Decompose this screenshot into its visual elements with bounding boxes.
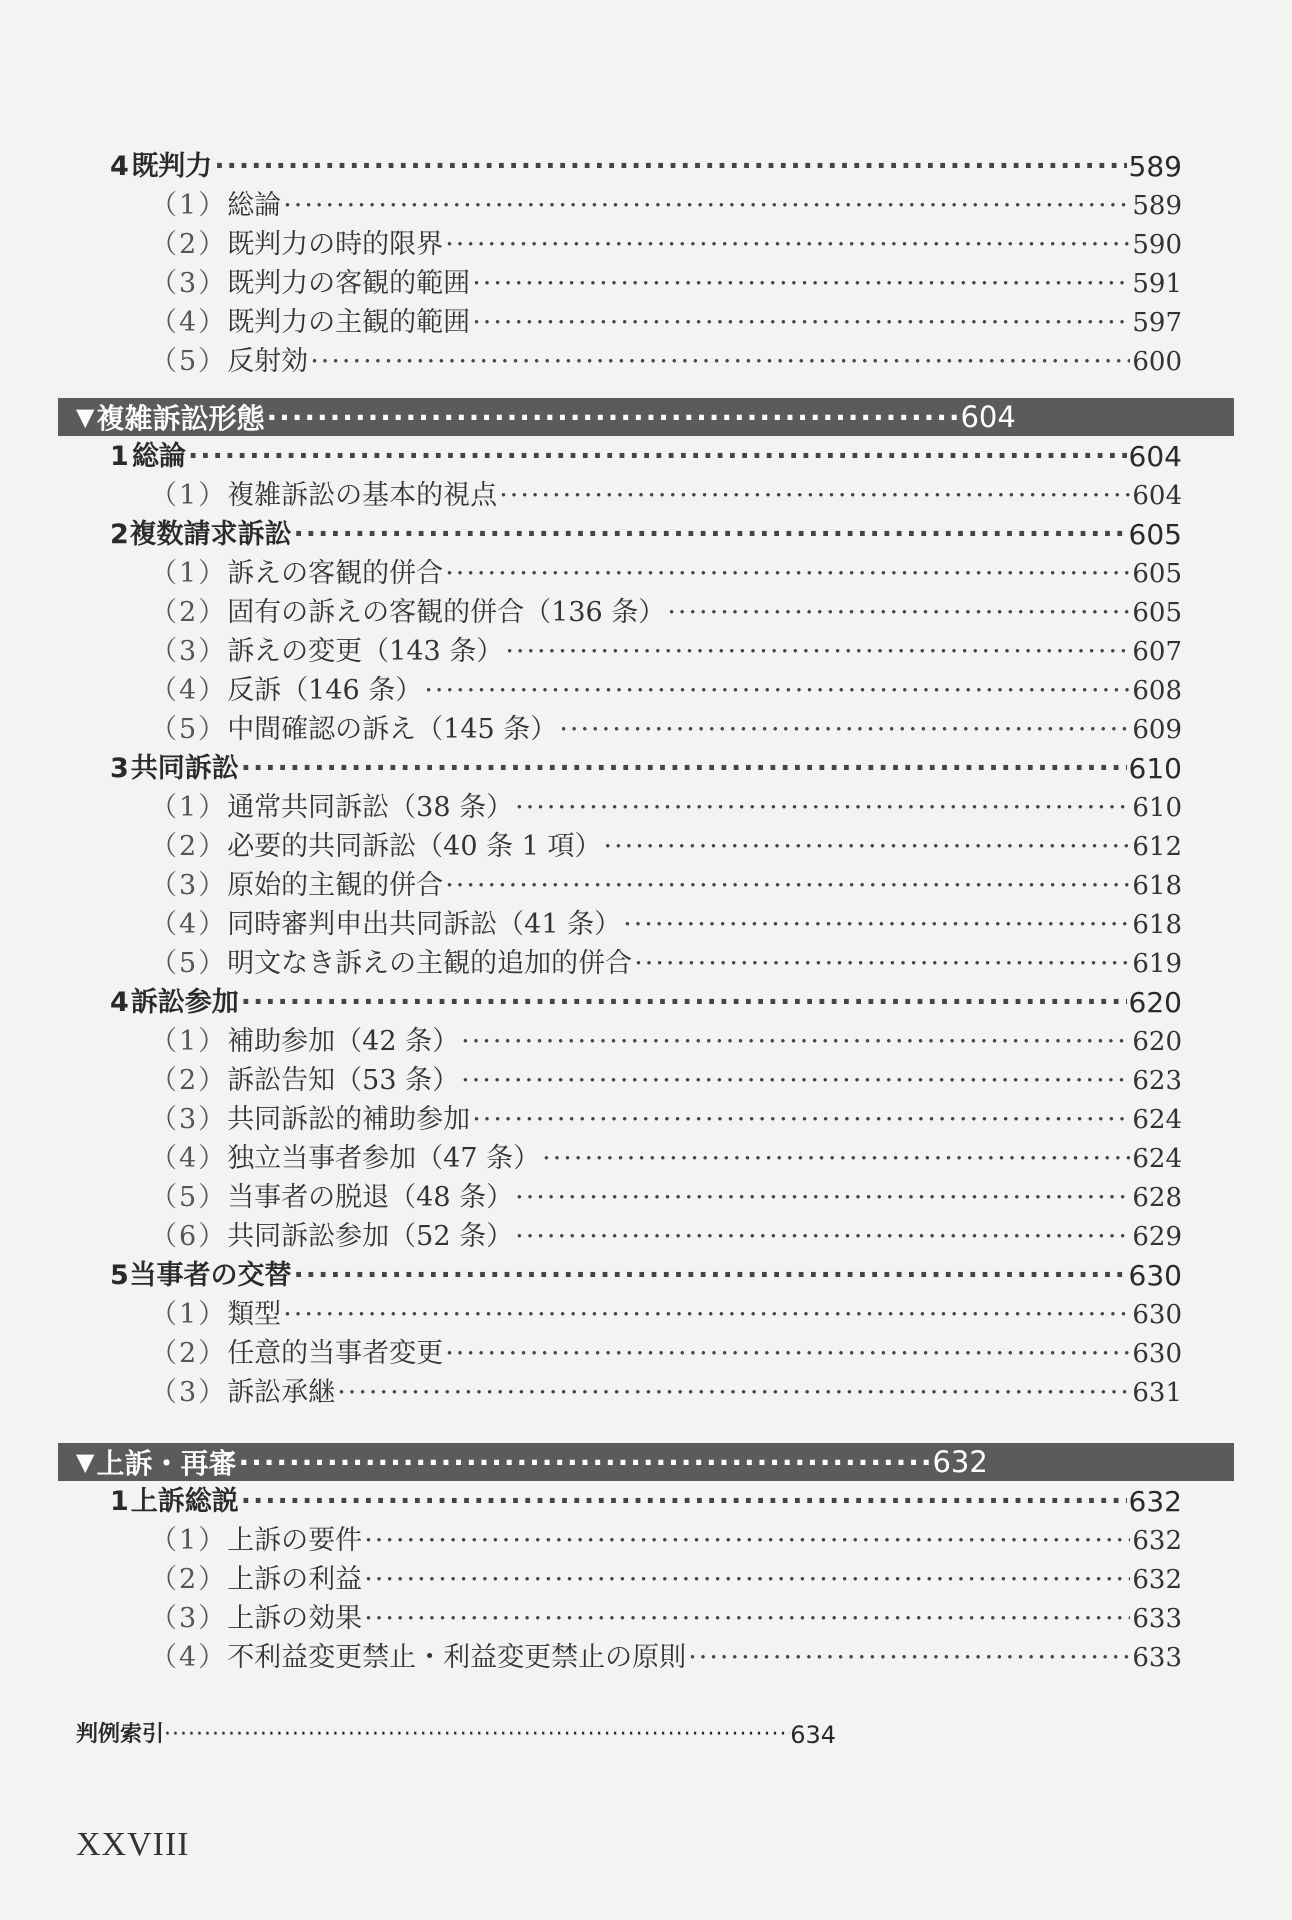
entry-number: （1） [150, 558, 228, 589]
entry-title: 不利益変更禁止・利益変更禁止の原則 [227, 1642, 687, 1673]
toc-subsection-entry [150, 596, 1182, 630]
triangle-down-icon: ▼ [76, 403, 95, 431]
toc-subsection-entry [150, 1376, 1182, 1410]
leader-dots [688, 1641, 1130, 1675]
leader-dots [445, 1337, 1130, 1371]
entry-page-number: 604 [1132, 481, 1182, 511]
entry-number: （3） [150, 1377, 228, 1408]
leader-dots [283, 189, 1130, 223]
entry-title: 同時審判申出共同訴訟（41 条） [227, 909, 622, 940]
leader-dots [461, 1025, 1130, 1059]
leader-dots [515, 1220, 1130, 1254]
leader-dots [241, 1485, 1127, 1519]
toc-chapter-entry [110, 986, 1182, 1020]
entry-title: 上訴の利益 [227, 1564, 363, 1595]
leader-dots [461, 1064, 1130, 1098]
entry-number: （5） [150, 1182, 228, 1213]
leader-dots [505, 635, 1130, 669]
toc-chapter-entry [110, 752, 1182, 786]
toc-subsection-entry [150, 1142, 1182, 1176]
entry-title: 総論 [131, 441, 186, 472]
leader-dots [445, 869, 1130, 903]
index-title: 判例索引 [76, 1722, 165, 1747]
entry-page-number: 610 [1132, 793, 1182, 823]
leader-dots [472, 1103, 1130, 1137]
leader-dots [445, 228, 1130, 262]
entry-title: 当事者の交替 [129, 1260, 292, 1291]
toc-subsection-entry [150, 557, 1182, 591]
entry-number: （2） [150, 831, 228, 862]
entry-page-number: 610 [1128, 752, 1182, 785]
toc-subsection-entry [150, 674, 1182, 708]
toc-subsection-entry [150, 1103, 1182, 1137]
entry-title: 明文なき訴えの主観的追加的併合 [227, 948, 633, 979]
toc-subsection-entry [150, 635, 1182, 669]
entry-page-number: 623 [1132, 1066, 1182, 1096]
leader-dots [424, 674, 1130, 708]
entry-title: 訴えの客観的併合 [227, 558, 444, 589]
entry-title: 類型 [227, 1299, 282, 1330]
entry-number: 2 [110, 519, 129, 550]
toc-subsection-entry [150, 1337, 1182, 1371]
entry-page-number: 605 [1128, 518, 1182, 551]
entry-title: 総論 [227, 190, 282, 221]
section-page-number: 604 [960, 400, 1016, 434]
entry-number: （2） [150, 229, 228, 260]
entry-page-number: 619 [1132, 949, 1182, 979]
entry-page-number: 624 [1132, 1105, 1182, 1135]
entry-number: （2） [150, 1338, 228, 1369]
entry-title: 訴訟承継 [227, 1377, 336, 1408]
toc-subsection-entry [150, 1298, 1182, 1332]
entry-number: （3） [150, 636, 228, 667]
entry-number: （3） [150, 870, 228, 901]
toc-subsection-entry [150, 908, 1182, 942]
entry-number: （3） [150, 1603, 228, 1634]
entry-number: 5 [110, 1260, 129, 1291]
section-header-bar [58, 1443, 1234, 1481]
toc-chapter-entry [110, 1259, 1182, 1293]
entry-title: 共同訴訟参加（52 条） [227, 1221, 514, 1252]
toc-subsection-entry [150, 947, 1182, 981]
leader-dots [364, 1602, 1130, 1636]
toc-subsection-entry [150, 1181, 1182, 1215]
entry-title: 訴えの変更（143 条） [227, 636, 504, 667]
entry-title: 必要的共同訴訟（40 条 1 項） [227, 831, 602, 862]
leader-dots [364, 1524, 1130, 1558]
leader-dots [499, 479, 1130, 513]
toc-subsection-entry [150, 713, 1182, 747]
section-title: 上訴・再審 [96, 1447, 237, 1480]
leader-dots [310, 345, 1130, 379]
toc-subsection-entry [150, 1220, 1182, 1254]
toc-subsection-entry [150, 267, 1182, 301]
entry-title: 複雑訴訟の基本的視点 [227, 480, 498, 511]
entry-page-number: 630 [1128, 1259, 1182, 1292]
entry-page-number: 624 [1132, 1144, 1182, 1174]
entry-number: （4） [150, 1642, 228, 1673]
entry-number: （1） [150, 1299, 228, 1330]
entry-number: （2） [150, 597, 228, 628]
leader-dots [364, 1563, 1130, 1597]
entry-number: 1 [110, 441, 129, 472]
entry-page-number: 600 [1132, 347, 1182, 377]
toc-subsection-entry [150, 345, 1182, 379]
entry-title: 原始的主観的併合 [227, 870, 444, 901]
entry-page-number: 618 [1132, 871, 1182, 901]
entry-number: （1） [150, 1525, 228, 1556]
leader-dots [445, 557, 1130, 591]
leader-dots [634, 947, 1130, 981]
entry-number: （3） [150, 268, 228, 299]
section-title: 複雑訴訟形態 [96, 402, 265, 435]
index-entry [76, 1718, 836, 1752]
leader-dots [238, 1446, 930, 1479]
index-page: 634 [790, 1721, 836, 1749]
entry-title: 既判力の客観的範囲 [227, 268, 471, 299]
entry-title: 既判力の主観的範囲 [227, 307, 471, 338]
leader-dots [214, 150, 1126, 184]
entry-page-number: 609 [1132, 715, 1182, 745]
entry-title: 独立当事者参加（47 条） [227, 1143, 541, 1174]
toc-subsection-entry [150, 189, 1182, 223]
entry-title: 共同訴訟的補助参加 [227, 1104, 471, 1135]
entry-title: 共同訴訟 [130, 753, 239, 784]
entry-page-number: 632 [1132, 1565, 1182, 1595]
entry-number: （4） [150, 675, 228, 706]
entry-page-number: 607 [1132, 637, 1182, 667]
entry-title: 当事者の脱退（48 条） [227, 1182, 514, 1213]
entry-number: 1 [110, 1486, 129, 1517]
leader-dots [667, 596, 1130, 630]
leader-dots [623, 908, 1130, 942]
entry-title: 上訴総説 [130, 1486, 239, 1517]
entry-title: 反訴（146 条） [227, 675, 423, 706]
toc-chapter-entry [110, 440, 1182, 474]
leader-dots [515, 791, 1130, 825]
entry-title: 任意的当事者変更 [227, 1338, 444, 1369]
entry-number: （4） [150, 307, 228, 338]
entry-page-number: 618 [1132, 910, 1182, 940]
leader-dots [515, 1181, 1130, 1215]
toc-subsection-entry [150, 306, 1182, 340]
leader-dots [472, 267, 1130, 301]
leader-dots [603, 830, 1130, 864]
entry-number: （1） [150, 480, 228, 511]
leader-dots [164, 1718, 790, 1752]
entry-page-number: 631 [1132, 1378, 1182, 1408]
leader-dots [283, 1298, 1130, 1332]
toc-subsection-entry [150, 1602, 1182, 1636]
toc-subsection-entry [150, 830, 1182, 864]
entry-page-number: 605 [1132, 598, 1182, 628]
leader-dots [188, 440, 1127, 474]
entry-title: 既判力の時的限界 [227, 229, 444, 260]
leader-dots [241, 752, 1127, 786]
toc-subsection-entry [150, 1563, 1182, 1597]
entry-number: 4 [110, 151, 129, 182]
entry-title: 訴訟告知（53 条） [227, 1065, 460, 1096]
section-header-bar [58, 398, 1234, 436]
entry-title: 複数請求訴訟 [129, 519, 292, 550]
leader-dots [293, 1259, 1126, 1293]
leader-dots [472, 306, 1130, 340]
entry-number: 3 [110, 753, 129, 784]
toc-subsection-entry [150, 479, 1182, 513]
entry-page-number: 604 [1128, 440, 1182, 473]
entry-page-number: 597 [1132, 308, 1182, 338]
toc-subsection-entry [150, 1641, 1182, 1675]
entry-page-number: 620 [1128, 986, 1182, 1019]
toc-chapter-entry [110, 150, 1182, 184]
toc-chapter-entry [110, 1485, 1182, 1519]
leader-dots [559, 713, 1130, 747]
entry-page-number: 633 [1132, 1604, 1182, 1634]
toc-subsection-entry [150, 1064, 1182, 1098]
toc-subsection-entry [150, 1025, 1182, 1059]
entry-page-number: 620 [1132, 1027, 1182, 1057]
section-page-number: 632 [932, 1445, 988, 1479]
entry-title: 通常共同訴訟（38 条） [227, 792, 514, 823]
toc-chapter-entry [110, 518, 1182, 552]
entry-title: 上訴の要件 [227, 1525, 363, 1556]
entry-page-number: 590 [1132, 230, 1182, 260]
entry-number: 4 [110, 987, 129, 1018]
entry-title: 訴訟参加 [130, 987, 239, 1018]
entry-number: （5） [150, 714, 228, 745]
entry-number: （4） [150, 909, 228, 940]
entry-number: （1） [150, 792, 228, 823]
entry-title: 中間確認の訴え（145 条） [227, 714, 558, 745]
entry-title: 反射効 [227, 346, 309, 377]
entry-number: （5） [150, 346, 228, 377]
entry-number: （2） [150, 1564, 228, 1595]
entry-page-number: 632 [1128, 1485, 1182, 1518]
leader-dots [293, 518, 1126, 552]
leader-dots [241, 986, 1127, 1020]
entry-number: （6） [150, 1221, 228, 1252]
entry-number: （3） [150, 1104, 228, 1135]
entry-page-number: 629 [1132, 1222, 1182, 1252]
entry-page-number: 589 [1128, 150, 1182, 183]
toc-subsection-entry [150, 1524, 1182, 1558]
entry-title: 上訴の効果 [227, 1603, 363, 1634]
entry-page-number: 589 [1132, 191, 1182, 221]
toc-subsection-entry [150, 869, 1182, 903]
entry-page-number: 605 [1132, 559, 1182, 589]
leader-dots [266, 401, 958, 434]
leader-dots [542, 1142, 1130, 1176]
entry-number: （4） [150, 1143, 228, 1174]
leader-dots [337, 1376, 1130, 1410]
entry-page-number: 630 [1132, 1339, 1182, 1369]
entry-page-number: 630 [1132, 1300, 1182, 1330]
entry-number: （5） [150, 948, 228, 979]
entry-page-number: 633 [1132, 1643, 1182, 1673]
entry-number: （2） [150, 1065, 228, 1096]
entry-page-number: 608 [1132, 676, 1182, 706]
entry-title: 補助参加（42 条） [227, 1026, 460, 1057]
entry-page-number: 591 [1132, 269, 1182, 299]
entry-page-number: 628 [1132, 1183, 1182, 1213]
triangle-down-icon: ▼ [76, 1448, 95, 1476]
entry-title: 既判力 [131, 151, 213, 182]
toc-subsection-entry [150, 791, 1182, 825]
entry-title: 固有の訴えの客観的併合（136 条） [227, 597, 666, 628]
entry-page-number: 632 [1132, 1526, 1182, 1556]
entry-number: （1） [150, 1026, 228, 1057]
entry-number: （1） [150, 190, 228, 221]
entry-page-number: 612 [1132, 832, 1182, 862]
page-folio: XXVIII [76, 1826, 190, 1863]
toc-subsection-entry [150, 228, 1182, 262]
